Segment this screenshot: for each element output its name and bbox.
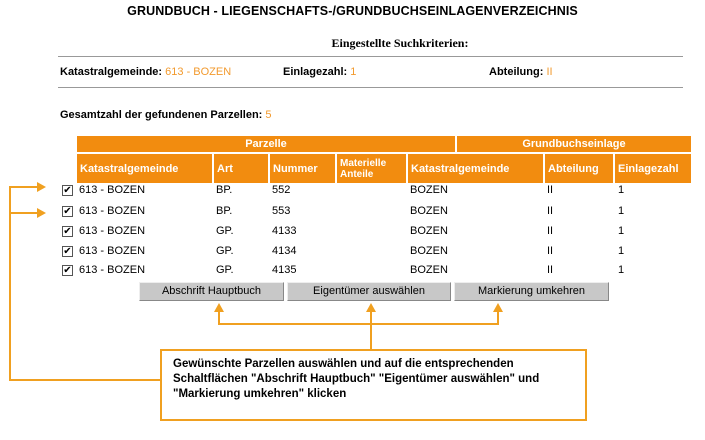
cell-einlagezahl: 1	[618, 184, 625, 196]
eigentuemer-auswaehlen-button[interactable]: Eigentümer auswählen	[287, 282, 451, 301]
arrow-line-callout	[9, 379, 160, 381]
cell-einlagezahl: 1	[618, 205, 625, 217]
col-einlagezahl: Einlagezahl	[615, 154, 691, 183]
table-row	[62, 222, 702, 241]
arrow-head-btn2	[366, 303, 376, 312]
arrow-line-btn2	[370, 311, 372, 349]
row-checkbox[interactable]: ✔	[63, 226, 72, 237]
arrow-line-btn1	[218, 311, 220, 324]
cell-katastralgemeinde-2: BOZEN	[410, 264, 448, 276]
criteria-katastralgemeinde-label: Katastralgemeinde:	[60, 66, 163, 78]
row-checkbox[interactable]: ✔	[63, 246, 72, 257]
cell-katastralgemeinde: 613 - BOZEN	[79, 245, 146, 257]
markierung-umkehren-button[interactable]: Markierung umkehren	[454, 282, 609, 301]
cell-katastralgemeinde-2: BOZEN	[410, 184, 448, 196]
total-count-value: 5	[265, 109, 272, 121]
col-art: Art	[214, 154, 268, 183]
total-count	[60, 109, 272, 121]
cell-nummer: 4133	[272, 225, 297, 237]
cell-katastralgemeinde-2: BOZEN	[410, 205, 448, 217]
arrow-line-left	[9, 186, 11, 381]
criteria-einlagezahl-value: 1	[350, 66, 357, 78]
criteria-katastralgemeinde	[60, 66, 231, 78]
cell-nummer: 553	[272, 205, 291, 217]
arrow-line-btn3	[497, 311, 499, 324]
table-row	[62, 261, 702, 280]
table-row	[62, 242, 702, 261]
cell-katastralgemeinde: 613 - BOZEN	[79, 184, 146, 196]
arrow-head-row1	[37, 182, 46, 192]
divider-bottom	[58, 87, 683, 88]
cell-art: BP.	[216, 205, 233, 217]
criteria-einlagezahl	[283, 66, 356, 78]
criteria-katastralgemeinde-value: 613 - BOZEN	[165, 66, 232, 78]
cell-katastralgemeinde: 613 - BOZEN	[79, 205, 146, 217]
table-row	[62, 202, 702, 221]
table-row	[62, 181, 702, 200]
criteria-heading: Eingestellte Suchkriterien:	[331, 36, 469, 50]
cell-einlagezahl: 1	[618, 245, 625, 257]
cell-art: GP.	[216, 245, 234, 257]
cell-katastralgemeinde: 613 - BOZEN	[79, 264, 146, 276]
arrow-line-row1	[9, 186, 37, 188]
cell-abteilung: II	[547, 225, 554, 237]
total-count-label: Gesamtzahl der gefundenen Parzellen:	[60, 109, 263, 121]
col-katastralgemeinde-2: Katastralgemeinde	[408, 154, 543, 183]
cell-nummer: 552	[272, 184, 291, 196]
cell-nummer: 4134	[272, 245, 297, 257]
group-header-parzelle: Parzelle	[77, 136, 455, 152]
arrow-line-buttons	[218, 323, 499, 325]
criteria-abteilung-value: II	[546, 66, 553, 78]
cell-abteilung: II	[547, 245, 554, 257]
cell-katastralgemeinde: 613 - BOZEN	[79, 225, 146, 237]
arrow-head-row2	[37, 208, 46, 218]
col-nummer: Nummer	[270, 154, 335, 183]
cell-einlagezahl: 1	[618, 225, 625, 237]
abschrift-hauptbuch-button[interactable]: Abschrift Hauptbuch	[139, 282, 284, 301]
row-checkbox[interactable]: ✔	[63, 185, 72, 196]
arrow-head-btn3	[493, 303, 503, 312]
divider-top	[58, 56, 683, 57]
page-title: GRUNDBUCH - LIEGENSCHAFTS-/GRUNDBUCHSEINLAGENVERZEICHNIS	[127, 4, 578, 18]
row-checkbox[interactable]: ✔	[63, 206, 72, 217]
cell-katastralgemeinde-2: BOZEN	[410, 245, 448, 257]
col-materielle-anteile: Materielle Anteile	[337, 154, 406, 183]
group-header-grundbuchseinlage: Grundbuchseinlage	[457, 136, 691, 152]
arrow-head-btn1	[214, 303, 224, 312]
cell-abteilung: II	[547, 184, 554, 196]
cell-nummer: 4135	[272, 264, 297, 276]
col-katastralgemeinde: Katastralgemeinde	[77, 154, 212, 183]
cell-abteilung: II	[547, 205, 554, 217]
row-checkbox[interactable]: ✔	[63, 265, 72, 276]
cell-einlagezahl: 1	[618, 264, 625, 276]
criteria-abteilung	[489, 66, 553, 78]
cell-art: GP.	[216, 225, 234, 237]
instruction-callout: Gewünschte Parzellen auswählen und auf die entsprechenden Schaltflächen "Abschrift Hauptbuch" "Eigentümer auswählen" und "Markierung umkehren" klicken	[160, 349, 587, 421]
col-abteilung: Abteilung	[545, 154, 613, 183]
cell-abteilung: II	[547, 264, 554, 276]
cell-art: BP.	[216, 184, 233, 196]
criteria-einlagezahl-label: Einlagezahl:	[283, 66, 348, 78]
cell-art: GP.	[216, 264, 234, 276]
arrow-line-row2	[9, 212, 37, 214]
criteria-abteilung-label: Abteilung:	[489, 66, 544, 78]
cell-katastralgemeinde-2: BOZEN	[410, 225, 448, 237]
